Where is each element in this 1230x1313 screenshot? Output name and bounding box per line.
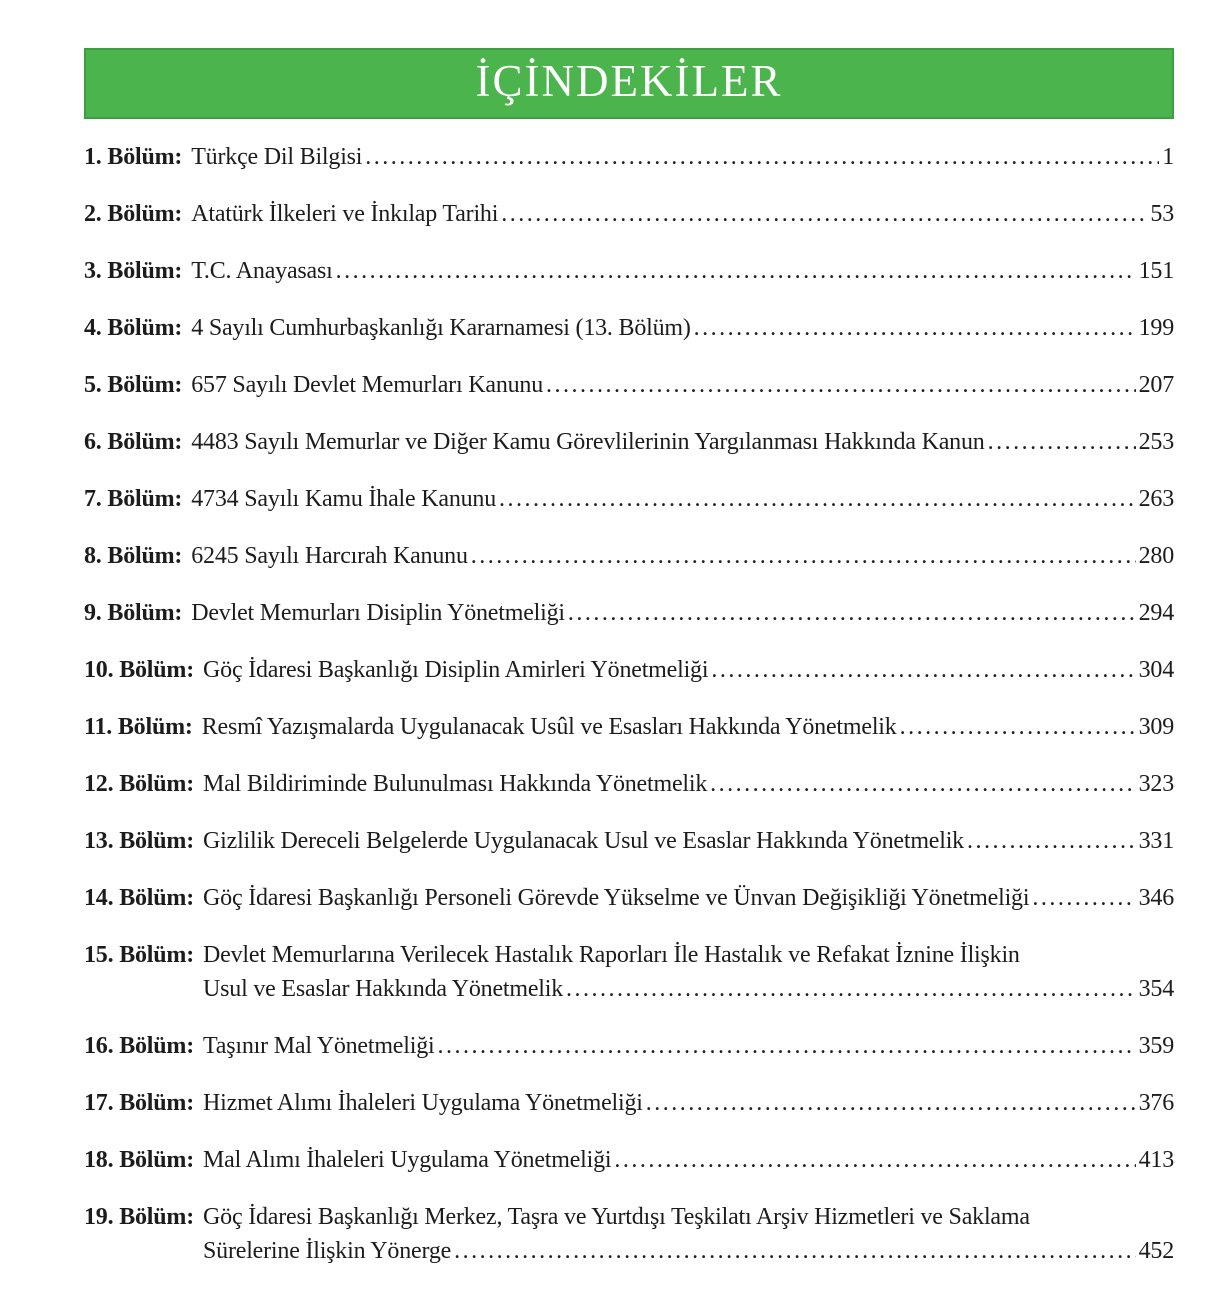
- toc-item-label: 17. Bölüm:: [84, 1090, 195, 1116]
- toc-item: [84, 1200, 1174, 1268]
- toc-item-page: 53: [1150, 201, 1174, 227]
- toc-item-lastline: [203, 1086, 1174, 1120]
- toc-item-title: Devlet Memurları Disiplin Yönetmeliği: [191, 600, 565, 626]
- toc-item-label: 18. Bölüm:: [84, 1147, 195, 1173]
- toc-item-title: Mal Alımı İhaleleri Uygulama Yönetmeliği: [203, 1147, 612, 1173]
- toc-item-lastline: [203, 1029, 1174, 1063]
- toc-item: [84, 824, 1174, 858]
- toc-item: [84, 482, 1174, 516]
- toc-item: [84, 539, 1174, 573]
- toc-item-label: 4. Bölüm:: [84, 315, 183, 341]
- toc-item: [84, 596, 1174, 630]
- toc-item-line: Göç İdaresi Başkanlığı Merkez, Taşra ve Yurtdışı Teşkilatı Arşiv Hizmetleri ve Saklama: [203, 1204, 1030, 1230]
- toc-item-label: 6. Bölüm:: [84, 429, 183, 455]
- dot-leader: [365, 140, 1159, 174]
- toc-item-lastline: [191, 311, 1174, 345]
- toc-item-page: 1: [1162, 144, 1174, 170]
- toc-item-title: 4483 Sayılı Memurlar ve Diğer Kamu Görevlilerinin Yargılanması Hakkında Kanun: [191, 429, 985, 455]
- toc-item-label: 11. Bölüm:: [84, 714, 193, 740]
- toc-item: [84, 767, 1174, 801]
- toc-item-label: 10. Bölüm:: [84, 657, 195, 683]
- toc-item-page: 376: [1138, 1090, 1174, 1116]
- toc-item-body: [203, 1200, 1174, 1268]
- toc-item-body: [203, 881, 1174, 915]
- toc-item-label: 19. Bölüm:: [84, 1204, 195, 1230]
- toc-item-lastline: [191, 482, 1174, 516]
- dot-leader: [710, 767, 1135, 801]
- toc-item-page: 263: [1138, 486, 1174, 512]
- toc-item: [84, 1086, 1174, 1120]
- toc-item-page: 413: [1138, 1147, 1174, 1173]
- toc-item-label: 2. Bölüm:: [84, 201, 183, 227]
- toc-item-body: [203, 1143, 1174, 1177]
- dot-leader: [646, 1086, 1136, 1120]
- toc-item-body: [203, 767, 1174, 801]
- toc-item-body: [191, 254, 1174, 288]
- toc-item: [84, 197, 1174, 231]
- dot-leader: [566, 972, 1136, 1006]
- toc-item-lastline: [191, 140, 1174, 174]
- toc-item-body: [191, 368, 1174, 402]
- toc-item-body: [191, 425, 1174, 459]
- toc-item-page: 304: [1138, 657, 1174, 683]
- dot-leader: [568, 596, 1136, 630]
- toc-item: [84, 311, 1174, 345]
- toc-item-page: 346: [1138, 885, 1174, 911]
- toc-item-label: 16. Bölüm:: [84, 1033, 195, 1059]
- toc-item-page: 207: [1138, 372, 1174, 398]
- toc-item-title: Resmî Yazışmalarda Uygulanacak Usûl ve Esasları Hakkında Yönetmelik: [201, 714, 897, 740]
- toc-item-label: 12. Bölüm:: [84, 771, 195, 797]
- toc-item: [84, 938, 1174, 1006]
- toc-item-label: 14. Bölüm:: [84, 885, 195, 911]
- toc-item-page: 294: [1138, 600, 1174, 626]
- toc-item-body: [191, 311, 1174, 345]
- toc-item-title: Usul ve Esaslar Hakkında Yönetmelik: [203, 976, 564, 1002]
- toc-item-lastline: [203, 1143, 1174, 1177]
- toc-item-label: 3. Bölüm:: [84, 258, 183, 284]
- toc-item-page: 280: [1138, 543, 1174, 569]
- toc-item-title: Sürelerine İlişkin Yönerge: [203, 1238, 452, 1264]
- toc-item-page: 199: [1138, 315, 1174, 341]
- toc-item-body: [191, 539, 1174, 573]
- toc-item-label: 15. Bölüm:: [84, 942, 195, 968]
- toc-item-label: 1. Bölüm:: [84, 144, 183, 170]
- toc-item-title: 4 Sayılı Cumhurbaşkanlığı Kararnamesi (13. Bölüm): [191, 315, 691, 341]
- dot-leader: [711, 653, 1135, 687]
- toc-item: [84, 254, 1174, 288]
- toc-item-title: Hizmet Alımı İhaleleri Uygulama Yönetmeliği: [203, 1090, 643, 1116]
- toc-item: [84, 881, 1174, 915]
- toc-item-body: [191, 596, 1174, 630]
- toc-item-lastline: [203, 1234, 1174, 1268]
- toc-item: [84, 1143, 1174, 1177]
- toc-item-page: 253: [1138, 429, 1174, 455]
- toc-item-body: [191, 140, 1174, 174]
- toc-item: [84, 653, 1174, 687]
- toc-item-page: 331: [1138, 828, 1174, 854]
- toc-item-title: Gizlilik Dereceli Belgelerde Uygulanacak Usul ve Esaslar Hakkında Yönetmelik: [203, 828, 964, 854]
- toc-item-body: [203, 1029, 1174, 1063]
- page-title: İÇİNDEKİLER: [475, 56, 783, 106]
- toc-item-lastline: [191, 425, 1174, 459]
- toc-item-lastline: [203, 972, 1174, 1006]
- toc-item-page: 323: [1138, 771, 1174, 797]
- toc-item-body: [203, 938, 1174, 1006]
- toc-item-label: 5. Bölüm:: [84, 372, 183, 398]
- toc-item-label: 9. Bölüm:: [84, 600, 183, 626]
- toc-item-lastline: [191, 539, 1174, 573]
- toc-item-label: 13. Bölüm:: [84, 828, 195, 854]
- toc-item-lastline: [203, 653, 1174, 687]
- toc-item-body: [203, 653, 1174, 687]
- dot-leader: [900, 710, 1136, 744]
- toc-item-title: Göç İdaresi Başkanlığı Personeli Görevde Yükselme ve Ünvan Değişikliği Yönetmeliği: [203, 885, 1030, 911]
- dot-leader: [988, 425, 1136, 459]
- toc-item-page: 354: [1138, 976, 1174, 1002]
- dot-leader: [454, 1234, 1136, 1268]
- toc-item-lastline: [191, 254, 1174, 288]
- dot-leader: [694, 311, 1136, 345]
- toc-item-body: [203, 1086, 1174, 1120]
- toc-item-lastline: [202, 710, 1174, 744]
- toc-item-title: 6245 Sayılı Harcırah Kanunu: [191, 543, 468, 569]
- toc-item: [84, 368, 1174, 402]
- toc-item-title: T.C. Anayasası: [191, 258, 333, 284]
- dot-leader: [501, 197, 1147, 231]
- toc-item-title: Atatürk İlkeleri ve İnkılap Tarihi: [191, 201, 499, 227]
- toc-item-title: 4734 Sayılı Kamu İhale Kanunu: [191, 486, 497, 512]
- toc-item: [84, 1029, 1174, 1063]
- toc-item-title: Türkçe Dil Bilgisi: [191, 144, 363, 170]
- toc-item-title: Göç İdaresi Başkanlığı Disiplin Amirleri Yönetmeliği: [203, 657, 709, 683]
- toc-item: [84, 140, 1174, 174]
- toc-item-line: Devlet Memurlarına Verilecek Hastalık Raporları İle Hastalık ve Refakat İznine İlişkin: [203, 942, 1020, 968]
- toc-item-label: 8. Bölüm:: [84, 543, 183, 569]
- toc-item-label: 7. Bölüm:: [84, 486, 183, 512]
- dot-leader: [614, 1143, 1135, 1177]
- toc-item-title: Taşınır Mal Yönetmeliği: [203, 1033, 435, 1059]
- toc-item-lastline: [203, 824, 1174, 858]
- dot-leader: [471, 539, 1136, 573]
- toc-item-title: Mal Bildiriminde Bulunulması Hakkında Yönetmelik: [203, 771, 708, 797]
- dot-leader: [336, 254, 1136, 288]
- toc-item-lastline: [191, 596, 1174, 630]
- toc-item: [84, 425, 1174, 459]
- toc-list: [84, 140, 1174, 1268]
- dot-leader: [437, 1029, 1135, 1063]
- toc-item-title: 657 Sayılı Devlet Memurları Kanunu: [191, 372, 544, 398]
- toc-item-lastline: [203, 767, 1174, 801]
- toc-item: [84, 710, 1174, 744]
- dot-leader: [967, 824, 1136, 858]
- toc-item-body: [191, 197, 1174, 231]
- toc-item-page: 151: [1138, 258, 1174, 284]
- dot-leader: [1032, 881, 1135, 915]
- toc-item-lastline: [191, 368, 1174, 402]
- toc-item-page: 309: [1138, 714, 1174, 740]
- dot-leader: [546, 368, 1136, 402]
- toc-item-lastline: [203, 881, 1174, 915]
- toc-item-page: 452: [1138, 1238, 1174, 1264]
- toc-item-body: [191, 482, 1174, 516]
- title-bar: [84, 48, 1174, 119]
- toc-item-lastline: [191, 197, 1174, 231]
- toc-item-body: [202, 710, 1174, 744]
- toc-item-body: [203, 824, 1174, 858]
- toc-item-page: 359: [1138, 1033, 1174, 1059]
- dot-leader: [499, 482, 1136, 516]
